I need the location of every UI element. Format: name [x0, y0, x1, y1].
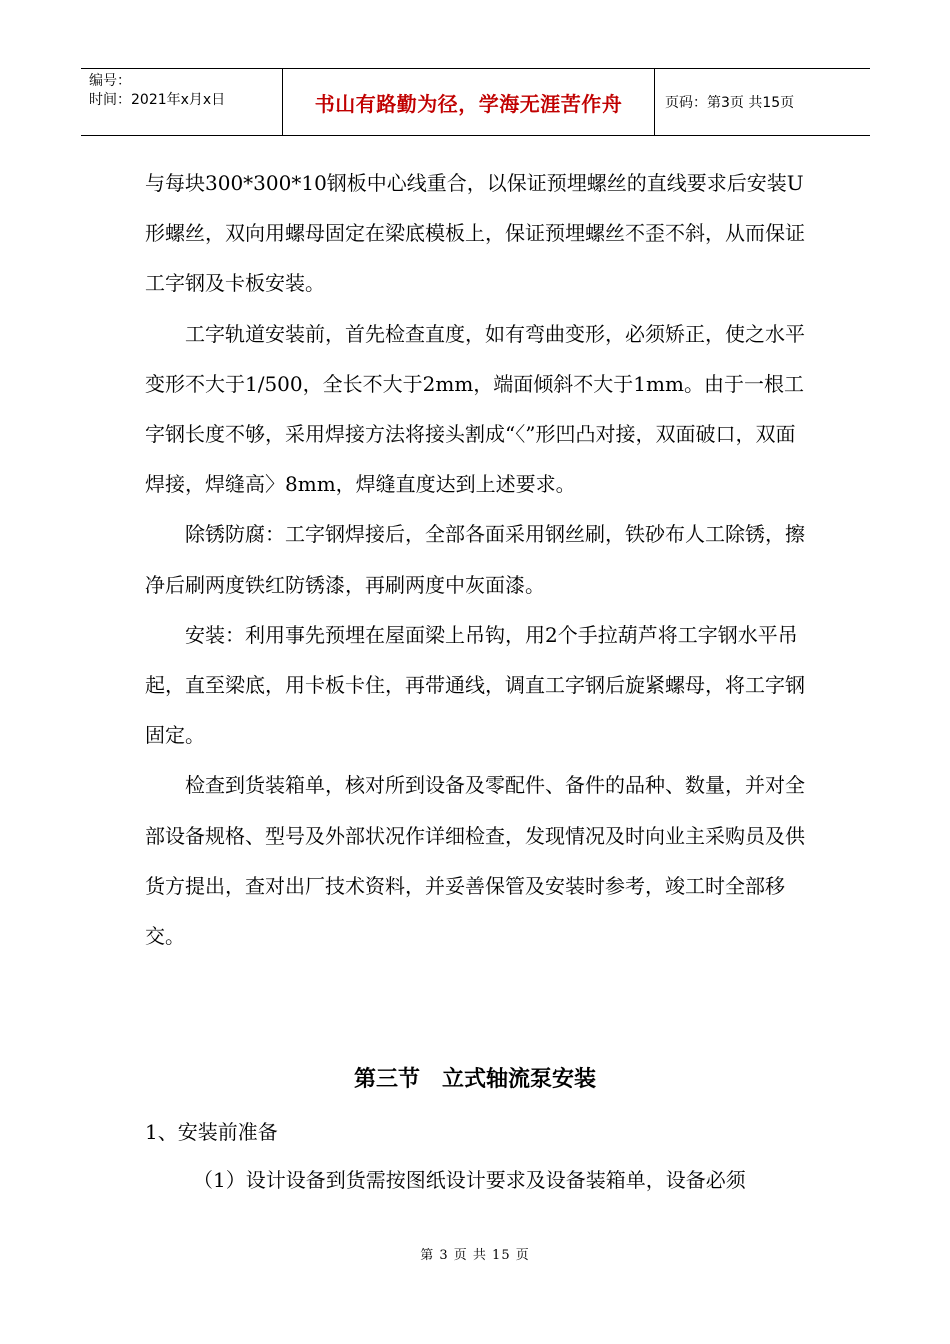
paragraph: 与每块300*300*10钢板中心线重合，以保证预埋螺丝的直线要求后安装U形螺丝，双向用螺母固定在梁底模板上，保证预埋螺丝不歪不斜，从而保证工字钢及卡板安装。 — [145, 171, 805, 296]
page-header — [81, 68, 870, 136]
header-motto: 书山有路勤为径，学海无涯苦作舟 — [283, 69, 655, 135]
paragraph: 检查到货装箱单，核对所到设备及零配件、备件的品种、数量，并对全部设备规格、型号及外部状况作详细检查，发现情况及时向业主采购员及供货方提出，查对出厂技术资料，并妥善保管及安装时参考，竣工时全部移交。 — [145, 773, 805, 949]
number-label: 编号： — [89, 73, 131, 89]
paragraph: 安装：利用事先预埋在屋面梁上吊钩，用2个手拉葫芦将工字钢水平吊起，直至梁底，用卡板卡住，再带通线，调直工字钢后旋紧螺母，将工字钢固定。 — [145, 622, 805, 748]
section-heading: 第三节 立式轴流泵安装 — [353, 1067, 596, 1092]
date-line: 时间：2021年x月x日 — [89, 92, 226, 108]
paragraph: 除锈防腐：工字钢焊接后，全部各面采用钢丝刷，铁砂布人工除锈，擦净后刷两度铁红防锈漆，再刷两度中灰面漆。 — [145, 522, 805, 597]
sub-item: （1）设计设备到货需按图纸设计要求及设备装箱单，设备必须 — [193, 1168, 746, 1192]
paragraph: 工字轨道安装前，首先检查直度，如有弯曲变形，必须矫正，使之水平变形不大于1/500，全长不大于2mm，端面倾斜不大于1mm。由于一根工字钢长度不够，采用焊接方法将接头割成“〈”形凹凸对接，双面破口，双面焊接，焊缝高〉8mm，焊缝直度达到上述要求。 — [145, 321, 805, 497]
header-meta — [81, 69, 283, 135]
document-body — [145, 158, 815, 961]
page-footer: 第 3 页 共 15 页 — [420, 1248, 530, 1263]
header-page-info: 页码：第3页 共15页 — [665, 95, 795, 111]
subheading: 1、安装前准备 — [145, 1120, 278, 1144]
